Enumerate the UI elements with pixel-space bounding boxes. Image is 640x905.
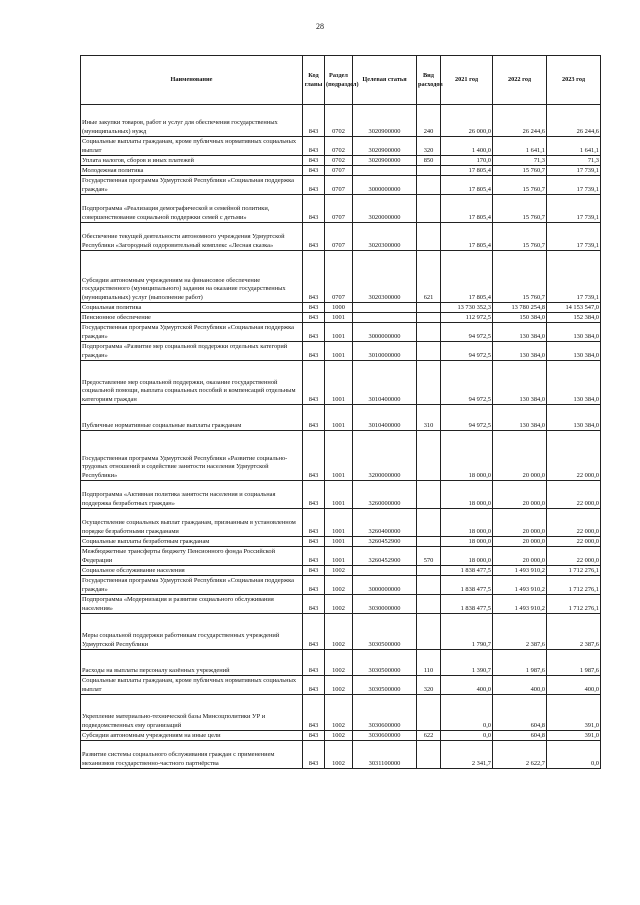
row-section: 1000 xyxy=(325,303,353,313)
table-row xyxy=(81,431,601,481)
row-amount-2021: 18 000,0 xyxy=(441,509,493,537)
row-name: Социальные выплаты гражданам, кроме публичных нормативных социальных выплат xyxy=(81,137,303,156)
row-amount-2022: 150 384,0 xyxy=(493,313,547,323)
row-chapter-code: 843 xyxy=(303,105,325,137)
row-amount-2021: 26 000,0 xyxy=(441,105,493,137)
row-name: Социальное обслуживание населения xyxy=(81,566,303,576)
row-name: Государственная программа Удмуртской Республики «Развитие социально-трудовых отношений и содействие занятости населения Удмуртской Республики» xyxy=(81,431,303,481)
row-section: 1001 xyxy=(325,342,353,361)
row-chapter-code: 843 xyxy=(303,576,325,595)
row-amount-2023: 130 384,0 xyxy=(547,342,601,361)
row-chapter-code: 843 xyxy=(303,303,325,313)
row-amount-2023: 1 712 276,1 xyxy=(547,595,601,614)
row-amount-2023: 391,0 xyxy=(547,695,601,731)
row-expense-type xyxy=(417,741,441,769)
row-section: 1001 xyxy=(325,547,353,566)
row-amount-2023: 17 739,1 xyxy=(547,166,601,176)
row-chapter-code: 843 xyxy=(303,137,325,156)
table-row xyxy=(81,342,601,361)
row-section: 1002 xyxy=(325,741,353,769)
row-amount-2021: 94 972,5 xyxy=(441,361,493,405)
row-section: 0707 xyxy=(325,251,353,303)
row-name: Государственная программа Удмуртской Республики «Социальная поддержка граждан» xyxy=(81,323,303,342)
row-amount-2023: 400,0 xyxy=(547,676,601,695)
row-amount-2021: 0,0 xyxy=(441,695,493,731)
row-expense-type: 622 xyxy=(417,731,441,741)
row-name: Подпрограмма «Модернизация и развитие социального обслуживания населения» xyxy=(81,595,303,614)
row-name: Обеспечение текущей деятельности автономного учреждения Удмуртской Республики «Загородный оздоровительный комплекс «Лесная сказка» xyxy=(81,223,303,251)
row-chapter-code: 843 xyxy=(303,156,325,166)
row-target-article xyxy=(353,566,417,576)
header-chapter-code: Код главы xyxy=(303,56,325,105)
row-amount-2022: 20 000,0 xyxy=(493,509,547,537)
row-amount-2023: 22 000,0 xyxy=(547,481,601,509)
row-amount-2021: 94 972,5 xyxy=(441,405,493,431)
row-target-article: 3030000000 xyxy=(353,595,417,614)
row-name: Субсидии автономным учреждениям на финансовое обеспечение государственного (муниципального) задания на оказание государственных (муниципальных) услуг (выполнение работ) xyxy=(81,251,303,303)
table-row xyxy=(81,614,601,650)
row-amount-2023: 0,0 xyxy=(547,741,601,769)
table-row xyxy=(81,223,601,251)
row-section: 1002 xyxy=(325,695,353,731)
row-name: Расходы на выплаты персоналу казённых учреждений xyxy=(81,650,303,676)
row-target-article: 3030600000 xyxy=(353,695,417,731)
table-row xyxy=(81,195,601,223)
row-amount-2022: 400,0 xyxy=(493,676,547,695)
row-target-article: 3010000000 xyxy=(353,342,417,361)
row-section: 1001 xyxy=(325,361,353,405)
row-expense-type xyxy=(417,303,441,313)
row-chapter-code: 843 xyxy=(303,313,325,323)
row-amount-2022: 604,8 xyxy=(493,695,547,731)
row-section: 1001 xyxy=(325,405,353,431)
row-target-article: 3020900000 xyxy=(353,156,417,166)
row-target-article: 3000000000 xyxy=(353,176,417,195)
row-amount-2023: 22 000,0 xyxy=(547,537,601,547)
row-section: 0707 xyxy=(325,223,353,251)
header-expense-type: Вид расходов xyxy=(417,56,441,105)
row-amount-2022: 130 384,0 xyxy=(493,323,547,342)
row-amount-2022: 1 493 910,2 xyxy=(493,595,547,614)
row-amount-2022: 130 384,0 xyxy=(493,361,547,405)
row-amount-2023: 22 000,0 xyxy=(547,547,601,566)
row-amount-2021: 400,0 xyxy=(441,676,493,695)
row-amount-2021: 18 000,0 xyxy=(441,547,493,566)
row-name: Осуществление социальных выплат гражданам, признанным в установленном порядке безработными гражданами xyxy=(81,509,303,537)
row-name: Укрепление материально-технической базы Минсоцполитики УР и подведомственных ему организаций xyxy=(81,695,303,731)
table-row xyxy=(81,576,601,595)
table-row xyxy=(81,537,601,547)
row-expense-type: 570 xyxy=(417,547,441,566)
row-expense-type xyxy=(417,195,441,223)
table-row xyxy=(81,509,601,537)
row-target-article: 3020300000 xyxy=(353,251,417,303)
row-target-article: 3000000000 xyxy=(353,323,417,342)
row-expense-type xyxy=(417,313,441,323)
row-amount-2021: 18 000,0 xyxy=(441,431,493,481)
row-name: Социальная политика xyxy=(81,303,303,313)
row-section: 1002 xyxy=(325,566,353,576)
row-amount-2021: 17 805,4 xyxy=(441,166,493,176)
row-section: 1001 xyxy=(325,537,353,547)
table-row xyxy=(81,303,601,313)
row-name: Государственная программа Удмуртской Республики «Социальная поддержка граждан» xyxy=(81,576,303,595)
table-header-row xyxy=(81,56,601,105)
row-amount-2022: 15 760,7 xyxy=(493,251,547,303)
row-section: 1001 xyxy=(325,431,353,481)
row-amount-2022: 15 760,7 xyxy=(493,166,547,176)
row-amount-2021: 1 838 477,5 xyxy=(441,566,493,576)
table-row xyxy=(81,166,601,176)
row-chapter-code: 843 xyxy=(303,695,325,731)
row-amount-2023: 130 384,0 xyxy=(547,323,601,342)
row-target-article: 3010400000 xyxy=(353,361,417,405)
row-amount-2022: 130 384,0 xyxy=(493,405,547,431)
row-amount-2022: 1 493 910,2 xyxy=(493,566,547,576)
row-section: 0702 xyxy=(325,156,353,166)
row-name: Уплата налогов, сборов и иных платежей xyxy=(81,156,303,166)
row-amount-2023: 1 641,1 xyxy=(547,137,601,156)
table-row xyxy=(81,695,601,731)
row-chapter-code: 843 xyxy=(303,509,325,537)
row-expense-type xyxy=(417,342,441,361)
row-name: Подпрограмма «Развитие мер социальной поддержки отдельных категорий граждан» xyxy=(81,342,303,361)
row-amount-2021: 170,0 xyxy=(441,156,493,166)
row-target-article: 3020900000 xyxy=(353,105,417,137)
row-amount-2021: 18 000,0 xyxy=(441,537,493,547)
row-section: 0707 xyxy=(325,195,353,223)
row-section: 0707 xyxy=(325,176,353,195)
row-name: Молодежная политика xyxy=(81,166,303,176)
row-amount-2021: 1 390,7 xyxy=(441,650,493,676)
row-amount-2021: 18 000,0 xyxy=(441,481,493,509)
row-amount-2023: 22 000,0 xyxy=(547,509,601,537)
row-amount-2022: 26 244,6 xyxy=(493,105,547,137)
row-expense-type xyxy=(417,481,441,509)
row-expense-type xyxy=(417,566,441,576)
row-expense-type xyxy=(417,614,441,650)
table-row xyxy=(81,313,601,323)
row-section: 1002 xyxy=(325,650,353,676)
row-name: Субсидии автономным учреждениям на иные цели xyxy=(81,731,303,741)
row-expense-type xyxy=(417,166,441,176)
row-section: 1001 xyxy=(325,481,353,509)
table-row xyxy=(81,595,601,614)
row-expense-type xyxy=(417,695,441,731)
row-amount-2021: 1 838 477,5 xyxy=(441,576,493,595)
table-row xyxy=(81,361,601,405)
row-amount-2021: 112 972,5 xyxy=(441,313,493,323)
row-amount-2023: 152 384,0 xyxy=(547,313,601,323)
row-amount-2021: 17 805,4 xyxy=(441,223,493,251)
row-amount-2022: 15 760,7 xyxy=(493,176,547,195)
table-row xyxy=(81,176,601,195)
row-target-article: 3260400000 xyxy=(353,509,417,537)
row-expense-type xyxy=(417,176,441,195)
row-amount-2021: 94 972,5 xyxy=(441,323,493,342)
row-expense-type: 110 xyxy=(417,650,441,676)
table-row xyxy=(81,676,601,695)
row-expense-type: 621 xyxy=(417,251,441,303)
row-amount-2022: 2 387,6 xyxy=(493,614,547,650)
header-year-2022: 2022 год xyxy=(493,56,547,105)
row-amount-2021: 1 838 477,5 xyxy=(441,595,493,614)
row-amount-2021: 17 805,4 xyxy=(441,195,493,223)
row-amount-2022: 130 384,0 xyxy=(493,342,547,361)
row-name: Иные закупки товаров, работ и услуг для обеспечения государственных (муниципальных) нужд xyxy=(81,105,303,137)
row-amount-2022: 2 622,7 xyxy=(493,741,547,769)
row-expense-type: 850 xyxy=(417,156,441,166)
row-name: Предоставление мер социальной поддержки, оказание государственной социальной помощи, выплата социальных пособий и компенсаций отдельным категориям граждан xyxy=(81,361,303,405)
header-year-2023: 2023 год xyxy=(547,56,601,105)
table-row xyxy=(81,481,601,509)
row-name: Подпрограмма «Реализация демографической и семейной политики, совершенствование социальной поддержки семей с детьми» xyxy=(81,195,303,223)
row-chapter-code: 843 xyxy=(303,166,325,176)
row-amount-2022: 13 780 254,8 xyxy=(493,303,547,313)
row-amount-2021: 1 790,7 xyxy=(441,614,493,650)
row-target-article: 3010400000 xyxy=(353,405,417,431)
row-amount-2021: 1 400,0 xyxy=(441,137,493,156)
row-chapter-code: 843 xyxy=(303,741,325,769)
row-amount-2023: 391,0 xyxy=(547,731,601,741)
row-amount-2021: 2 341,7 xyxy=(441,741,493,769)
row-expense-type xyxy=(417,323,441,342)
row-chapter-code: 843 xyxy=(303,176,325,195)
header-target-article: Целевая статья xyxy=(353,56,417,105)
header-name: Наименование xyxy=(81,56,303,105)
table-row xyxy=(81,323,601,342)
row-amount-2023: 1 712 276,1 xyxy=(547,576,601,595)
row-section: 1002 xyxy=(325,595,353,614)
row-amount-2022: 20 000,0 xyxy=(493,431,547,481)
row-section: 1002 xyxy=(325,676,353,695)
row-section: 1001 xyxy=(325,313,353,323)
row-chapter-code: 843 xyxy=(303,650,325,676)
row-amount-2023: 17 739,1 xyxy=(547,251,601,303)
row-target-article: 3020900000 xyxy=(353,137,417,156)
row-section: 0707 xyxy=(325,166,353,176)
header-section: Раздел (подраздел) xyxy=(325,56,353,105)
row-target-article: 3030500000 xyxy=(353,650,417,676)
row-chapter-code: 843 xyxy=(303,251,325,303)
row-amount-2022: 15 760,7 xyxy=(493,223,547,251)
row-amount-2021: 17 805,4 xyxy=(441,251,493,303)
row-name: Межбюджетные трансферты бюджету Пенсионного фонда Российской Федерации xyxy=(81,547,303,566)
row-amount-2021: 0,0 xyxy=(441,731,493,741)
row-chapter-code: 843 xyxy=(303,361,325,405)
row-target-article: 3020000000 xyxy=(353,195,417,223)
row-amount-2023: 22 000,0 xyxy=(547,431,601,481)
row-amount-2021: 17 805,4 xyxy=(441,176,493,195)
row-chapter-code: 843 xyxy=(303,547,325,566)
row-target-article: 3030500000 xyxy=(353,676,417,695)
row-expense-type xyxy=(417,509,441,537)
row-chapter-code: 843 xyxy=(303,566,325,576)
table-row xyxy=(81,547,601,566)
row-amount-2022: 1 987,6 xyxy=(493,650,547,676)
row-amount-2022: 20 000,0 xyxy=(493,481,547,509)
row-target-article: 3000000000 xyxy=(353,576,417,595)
row-amount-2023: 17 739,1 xyxy=(547,176,601,195)
row-name: Развитие системы социального обслуживания граждан с применением механизмов государственно-частного партнёрства xyxy=(81,741,303,769)
table-row xyxy=(81,731,601,741)
row-amount-2022: 71,3 xyxy=(493,156,547,166)
table-row xyxy=(81,741,601,769)
row-section: 0702 xyxy=(325,137,353,156)
table-row xyxy=(81,156,601,166)
row-amount-2023: 71,3 xyxy=(547,156,601,166)
row-name: Публичные нормативные социальные выплаты гражданам xyxy=(81,405,303,431)
row-amount-2023: 26 244,6 xyxy=(547,105,601,137)
row-amount-2022: 1 493 910,2 xyxy=(493,576,547,595)
table-row xyxy=(81,105,601,137)
row-amount-2022: 20 000,0 xyxy=(493,547,547,566)
row-amount-2022: 604,8 xyxy=(493,731,547,741)
row-expense-type xyxy=(417,595,441,614)
row-chapter-code: 843 xyxy=(303,676,325,695)
table-row xyxy=(81,251,601,303)
row-section: 1002 xyxy=(325,731,353,741)
row-section: 1001 xyxy=(325,323,353,342)
row-chapter-code: 843 xyxy=(303,731,325,741)
row-amount-2022: 15 760,7 xyxy=(493,195,547,223)
row-amount-2022: 1 641,1 xyxy=(493,137,547,156)
row-chapter-code: 843 xyxy=(303,537,325,547)
row-target-article: 3030500000 xyxy=(353,614,417,650)
table-row xyxy=(81,405,601,431)
row-target-article xyxy=(353,166,417,176)
row-target-article: 3020300000 xyxy=(353,223,417,251)
row-amount-2023: 17 739,1 xyxy=(547,223,601,251)
row-target-article: 3260452900 xyxy=(353,537,417,547)
row-amount-2023: 14 153 547,0 xyxy=(547,303,601,313)
row-amount-2021: 13 730 352,3 xyxy=(441,303,493,313)
row-chapter-code: 843 xyxy=(303,223,325,251)
row-expense-type xyxy=(417,223,441,251)
row-name: Социальные выплаты гражданам, кроме публичных нормативных социальных выплат xyxy=(81,676,303,695)
row-section: 1001 xyxy=(325,509,353,537)
row-chapter-code: 843 xyxy=(303,431,325,481)
page-number: 28 xyxy=(316,22,324,31)
row-target-article xyxy=(353,313,417,323)
row-section: 1002 xyxy=(325,614,353,650)
row-amount-2023: 2 387,6 xyxy=(547,614,601,650)
row-expense-type xyxy=(417,576,441,595)
row-chapter-code: 843 xyxy=(303,481,325,509)
row-name: Социальные выплаты безработным гражданам xyxy=(81,537,303,547)
row-target-article: 3260452900 xyxy=(353,547,417,566)
row-name: Государственная программа Удмуртской Республики «Социальная поддержка граждан» xyxy=(81,176,303,195)
table-row xyxy=(81,566,601,576)
row-chapter-code: 843 xyxy=(303,195,325,223)
row-name: Меры социальной поддержки работникам государственных учреждений Удмуртской Республики xyxy=(81,614,303,650)
row-target-article: 3030600000 xyxy=(353,731,417,741)
row-expense-type: 320 xyxy=(417,676,441,695)
row-amount-2021: 94 972,5 xyxy=(441,342,493,361)
row-amount-2023: 17 739,1 xyxy=(547,195,601,223)
row-name: Подпрограмма «Активная политика занятости населения и социальная поддержка безработных граждан» xyxy=(81,481,303,509)
row-target-article: 3260000000 xyxy=(353,481,417,509)
row-section: 0702 xyxy=(325,105,353,137)
row-amount-2023: 130 384,0 xyxy=(547,405,601,431)
row-chapter-code: 843 xyxy=(303,323,325,342)
row-target-article: 3200000000 xyxy=(353,431,417,481)
budget-table xyxy=(80,55,601,769)
table-row xyxy=(81,137,601,156)
header-year-2021: 2021 год xyxy=(441,56,493,105)
row-amount-2023: 1 987,6 xyxy=(547,650,601,676)
row-expense-type xyxy=(417,431,441,481)
row-amount-2022: 20 000,0 xyxy=(493,537,547,547)
row-chapter-code: 843 xyxy=(303,595,325,614)
row-name: Пенсионное обеспечение xyxy=(81,313,303,323)
row-amount-2023: 130 384,0 xyxy=(547,361,601,405)
row-target-article: 3031100000 xyxy=(353,741,417,769)
table-body xyxy=(81,105,601,769)
row-chapter-code: 843 xyxy=(303,405,325,431)
row-target-article xyxy=(353,303,417,313)
row-expense-type xyxy=(417,361,441,405)
row-expense-type: 320 xyxy=(417,137,441,156)
row-chapter-code: 843 xyxy=(303,614,325,650)
row-section: 1002 xyxy=(325,576,353,595)
row-expense-type: 240 xyxy=(417,105,441,137)
row-chapter-code: 843 xyxy=(303,342,325,361)
table-row xyxy=(81,650,601,676)
row-expense-type: 310 xyxy=(417,405,441,431)
row-expense-type xyxy=(417,537,441,547)
row-amount-2023: 1 712 276,1 xyxy=(547,566,601,576)
